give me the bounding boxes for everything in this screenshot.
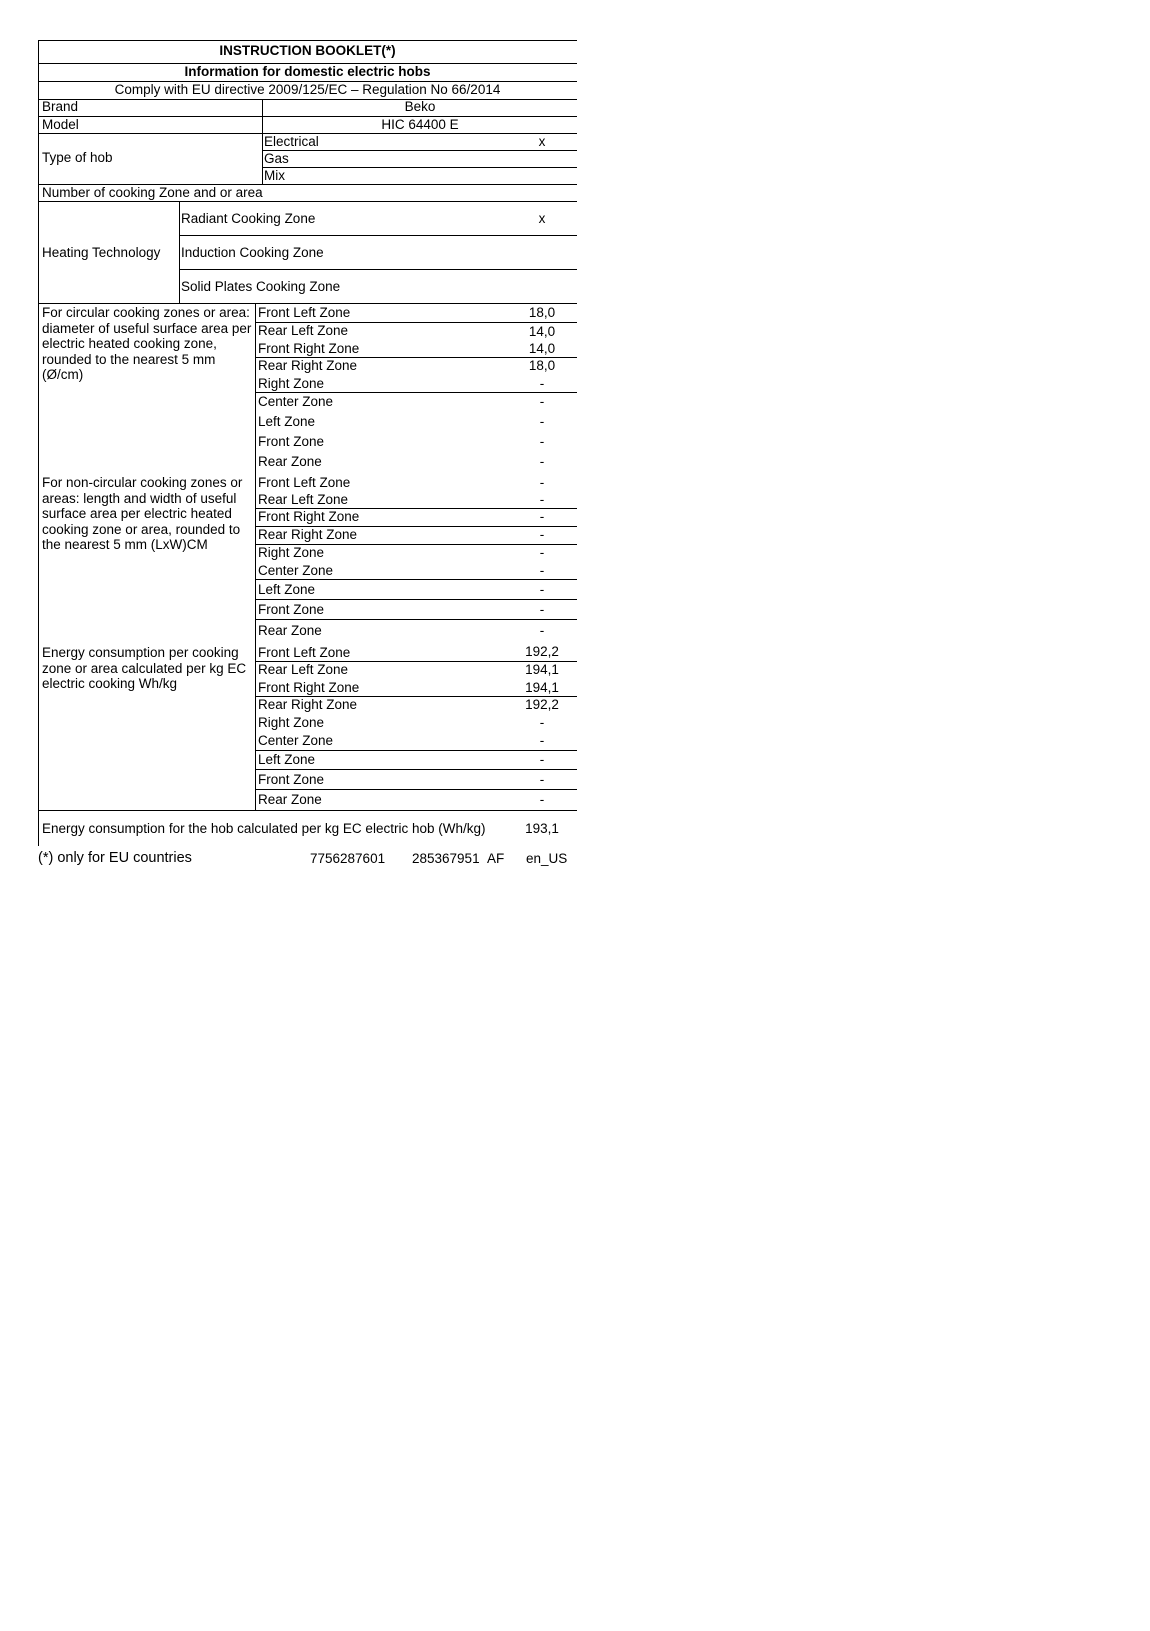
column-divider — [179, 201, 180, 303]
brand-label: Brand — [42, 99, 79, 114]
zone-value: - — [539, 414, 545, 429]
brand-value: Beko — [404, 99, 436, 114]
divider — [38, 810, 577, 811]
divider — [256, 599, 577, 600]
zone-value: - — [539, 602, 545, 617]
zone-value: - — [539, 545, 545, 560]
energy-hob-value: 193,1 — [525, 821, 559, 836]
divider — [256, 769, 577, 770]
zones-count-label: Number of cooking Zone and or area — [42, 185, 263, 200]
zone-value: 18,0 — [528, 305, 556, 320]
divider — [256, 392, 577, 393]
footer-locale: en_US — [526, 851, 568, 866]
zone-value: 192,2 — [525, 697, 559, 712]
divider — [256, 579, 577, 580]
hob-type-option: Electrical — [264, 134, 319, 149]
zone-value: - — [539, 509, 545, 524]
zone-value: - — [539, 752, 545, 767]
zone-name: Rear Zone — [258, 454, 322, 469]
zone-name: Right Zone — [258, 545, 325, 560]
zone-name: Center Zone — [258, 733, 334, 748]
zone-name: Front Right Zone — [258, 680, 360, 695]
zone-value: 18,0 — [528, 358, 556, 373]
zone-value: - — [539, 563, 545, 578]
zone-name: Front Left Zone — [258, 475, 351, 490]
divider — [38, 303, 577, 304]
zone-name: Left Zone — [258, 414, 316, 429]
zone-name: Rear Left Zone — [258, 323, 349, 338]
zone-name: Front Zone — [258, 602, 325, 617]
model-label: Model — [42, 117, 79, 132]
table-border-left — [38, 40, 39, 846]
zone-value: 14,0 — [528, 324, 556, 339]
zone-name: Rear Right Zone — [258, 358, 358, 373]
hob-type-option: Gas — [264, 151, 289, 166]
divider — [179, 269, 577, 270]
zone-name: Rear Zone — [258, 623, 322, 638]
table-border-top — [38, 40, 577, 41]
zone-name: Center Zone — [258, 394, 334, 409]
footer-code: 7756287601 — [310, 851, 386, 866]
model-value: HIC 64400 E — [381, 117, 459, 132]
column-divider — [255, 303, 256, 811]
booklet-subtitle: Information for domestic electric hobs — [184, 64, 431, 79]
zone-value: - — [539, 434, 545, 449]
zone-name: Rear Left Zone — [258, 662, 349, 677]
divider — [256, 750, 577, 751]
hob-type-label: Type of hob — [42, 150, 113, 165]
booklet-title: INSTRUCTION BOOKLET(*) — [219, 43, 396, 58]
zone-name: Front Zone — [258, 434, 325, 449]
circular-zones-label: For circular cooking zones or area: diameter of useful surface area per electric heated cooking zone, rounded to the nearest 5 mm (Ø/cm) — [42, 305, 252, 383]
zone-value: - — [539, 527, 545, 542]
zone-name: Rear Left Zone — [258, 492, 349, 507]
divider — [179, 235, 577, 236]
noncircular-zones-label: For non-circular cooking zones or areas: length and width of useful surface area per electric heated cooking zone or area, rounded to the nearest 5 mm (LxW)CM — [42, 475, 243, 553]
zone-name: Right Zone — [258, 376, 325, 391]
zone-name: Front Right Zone — [258, 509, 360, 524]
divider — [263, 167, 577, 168]
divider — [38, 201, 577, 202]
heating-mark: x — [538, 211, 546, 226]
zone-value: - — [539, 492, 545, 507]
zone-value: - — [539, 733, 545, 748]
divider — [256, 619, 577, 620]
zone-name: Rear Right Zone — [258, 527, 358, 542]
zone-value: - — [539, 772, 545, 787]
zone-value: - — [539, 454, 545, 469]
zone-value: - — [539, 623, 545, 638]
directive-text: Comply with EU directive 2009/125/EC – Regulation No 66/2014 — [114, 82, 501, 97]
zone-name: Left Zone — [258, 752, 316, 767]
zone-name: Left Zone — [258, 582, 316, 597]
zone-name: Front Left Zone — [258, 305, 351, 320]
hob-type-mark: x — [538, 134, 546, 149]
heating-option: Induction Cooking Zone — [181, 245, 324, 260]
heating-option: Solid Plates Cooking Zone — [181, 279, 341, 294]
zone-value: - — [539, 715, 545, 730]
zone-value: - — [539, 475, 545, 490]
zone-name: Center Zone — [258, 563, 334, 578]
hob-type-option: Mix — [264, 168, 285, 183]
heating-option: Radiant Cooking Zone — [181, 211, 316, 226]
zone-name: Front Left Zone — [258, 645, 351, 660]
zone-value: - — [539, 376, 545, 391]
heating-label: Heating Technology — [42, 245, 161, 260]
divider — [256, 789, 577, 790]
zone-value: 192,2 — [525, 644, 559, 659]
zone-value: - — [539, 792, 545, 807]
energy-hob-label: Energy consumption for the hob calculated per kg EC electric hob (Wh/kg) — [42, 821, 486, 836]
footer-note: (*) only for EU countries — [38, 850, 192, 866]
column-divider — [262, 99, 263, 185]
zone-name: Rear Zone — [258, 792, 322, 807]
zone-name: Rear Right Zone — [258, 697, 358, 712]
zone-value: 194,1 — [525, 662, 559, 677]
footer-revision: AF — [487, 851, 505, 866]
zone-name: Right Zone — [258, 715, 325, 730]
energy-zone-label: Energy consumption per cooking zone or area calculated per kg EC electric cooking Wh/kg — [42, 645, 247, 692]
zone-value: - — [539, 394, 545, 409]
footer-code: 285367951 — [412, 851, 480, 866]
zone-value: 194,1 — [525, 680, 559, 695]
zone-value: 14,0 — [528, 341, 556, 356]
zone-value: - — [539, 582, 545, 597]
zone-name: Front Zone — [258, 772, 325, 787]
zone-name: Front Right Zone — [258, 341, 360, 356]
divider — [263, 150, 577, 151]
